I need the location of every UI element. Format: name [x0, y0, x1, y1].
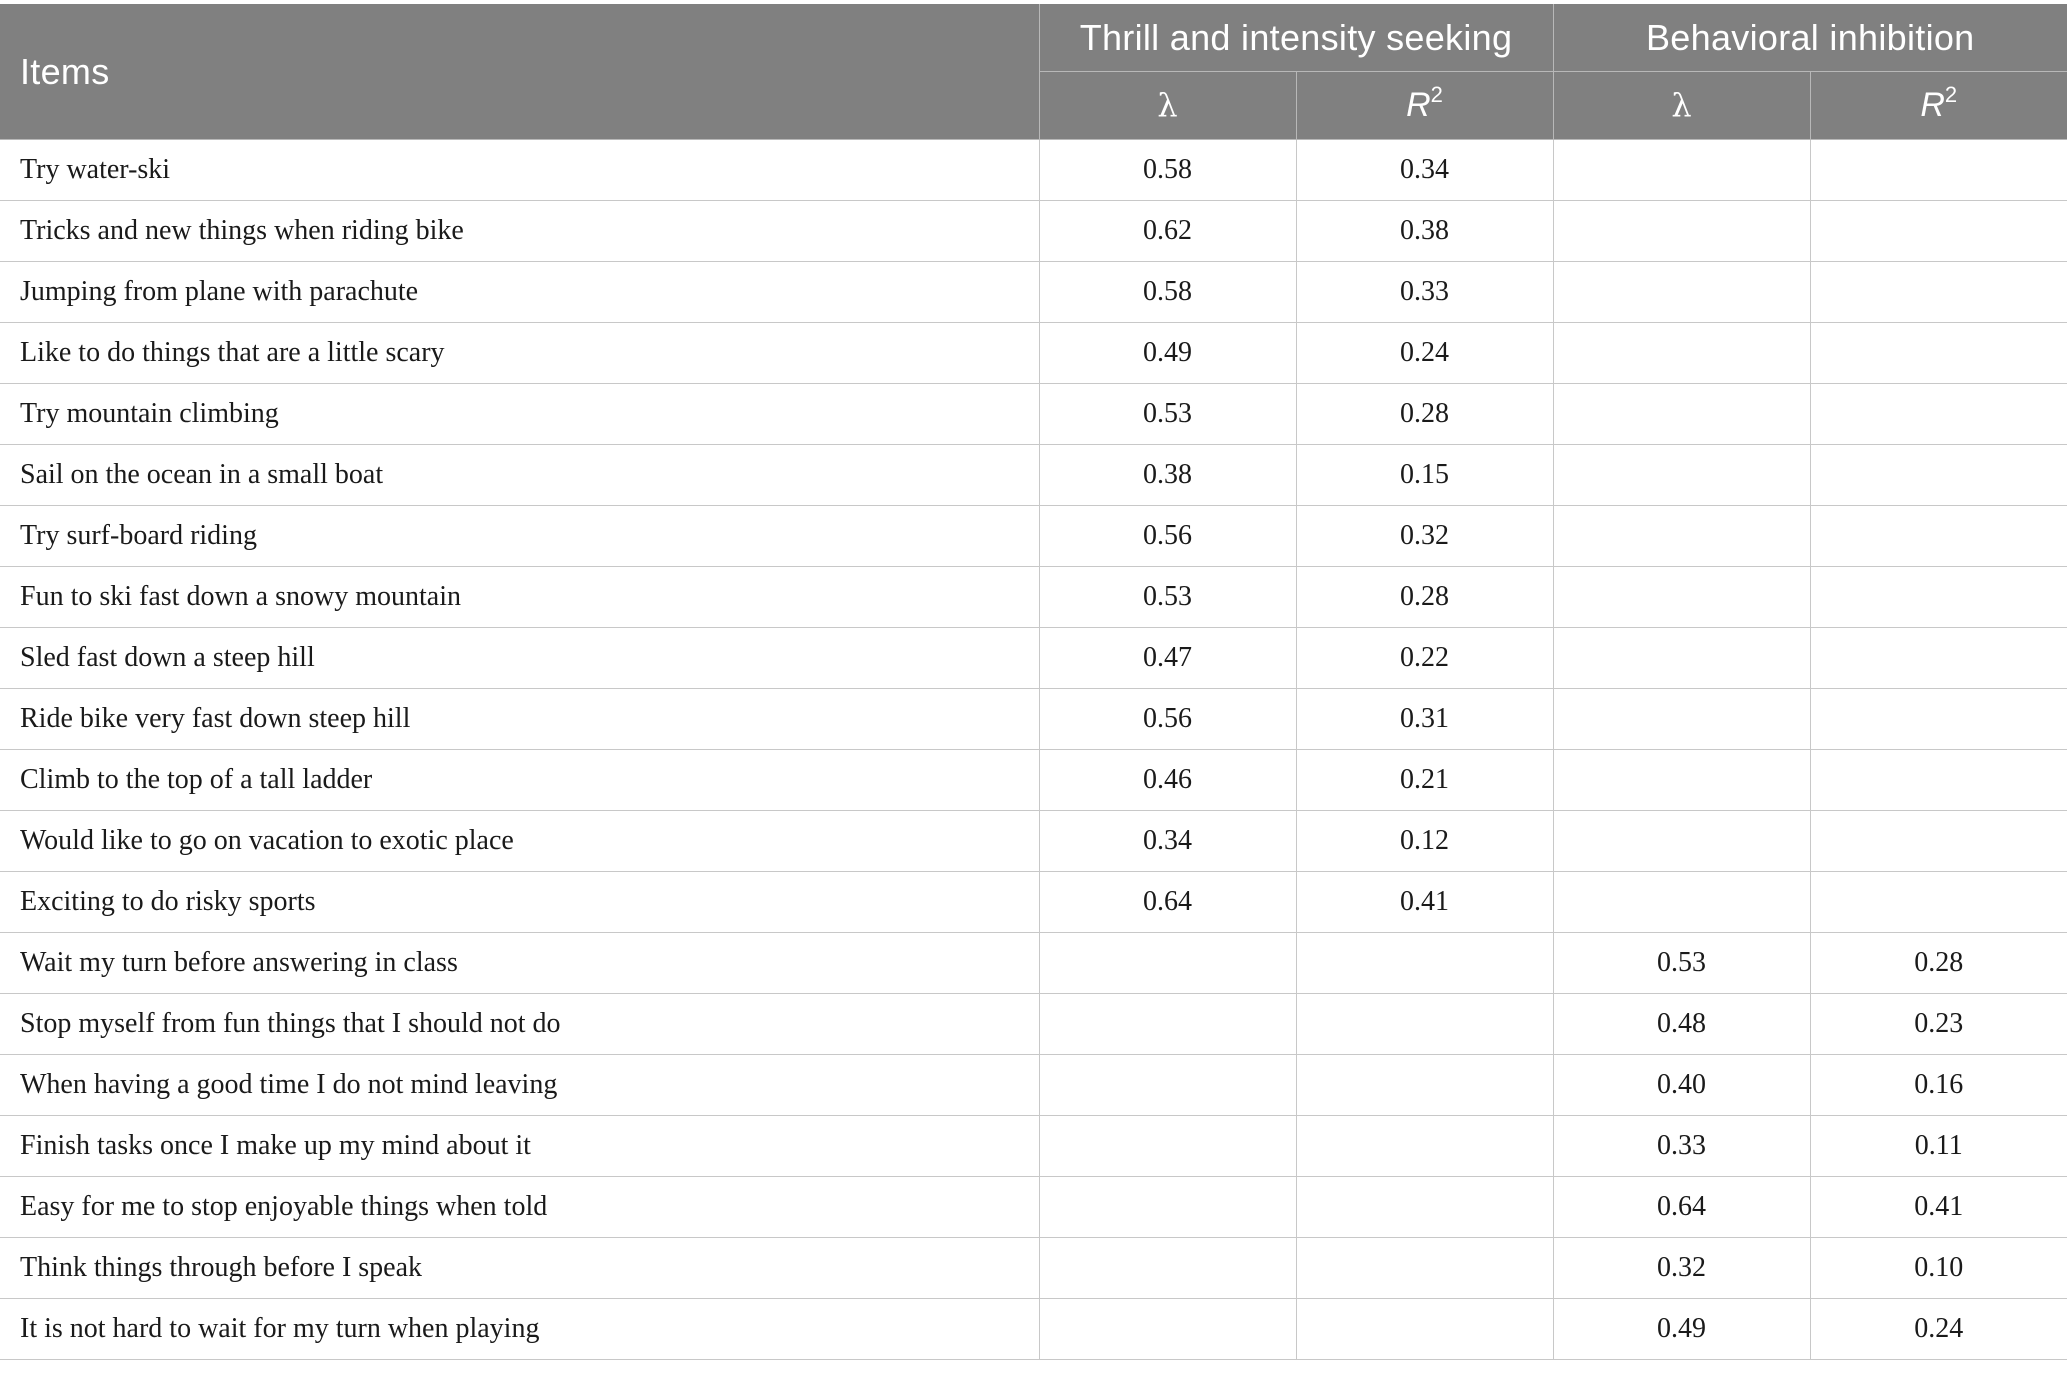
bi-lambda-cell	[1553, 811, 1810, 872]
table-row	[0, 689, 2067, 750]
tis-lambda-cell: 0.49	[1039, 323, 1296, 384]
tis-lambda-cell: 0.34	[1039, 811, 1296, 872]
tis-lambda-cell: 0.56	[1039, 689, 1296, 750]
table-row	[0, 1116, 2067, 1177]
bi-lambda-cell: 0.53	[1553, 933, 1810, 994]
bi-lambda-cell: 0.33	[1553, 1116, 1810, 1177]
tis-lambda-header	[1039, 72, 1296, 140]
table-row	[0, 872, 2067, 933]
item-cell: Jumping from plane with parachute	[0, 262, 1039, 323]
header-row-groups	[0, 4, 2067, 72]
item-cell: Fun to ski fast down a snowy mountain	[0, 567, 1039, 628]
bi-lambda-cell	[1553, 506, 1810, 567]
bi-lambda-cell	[1553, 384, 1810, 445]
item-cell: Try mountain climbing	[0, 384, 1039, 445]
tis-r2-cell	[1296, 1116, 1553, 1177]
tis-r2-cell: 0.24	[1296, 323, 1553, 384]
loadings-table	[0, 4, 2067, 1360]
tis-r2-cell: 0.22	[1296, 628, 1553, 689]
item-cell: Try surf-board riding	[0, 506, 1039, 567]
tis-lambda-cell: 0.53	[1039, 567, 1296, 628]
tis-r2-cell: 0.32	[1296, 506, 1553, 567]
item-cell: Tricks and new things when riding bike	[0, 201, 1039, 262]
tis-lambda-cell	[1039, 1116, 1296, 1177]
bi-r2-cell: 0.11	[1810, 1116, 2067, 1177]
r2-exponent: 2	[1430, 82, 1443, 107]
tis-lambda-cell: 0.58	[1039, 140, 1296, 201]
r2-symbol: R	[1920, 86, 1945, 124]
item-cell: It is not hard to wait for my turn when playing	[0, 1299, 1039, 1360]
bi-lambda-cell: 0.49	[1553, 1299, 1810, 1360]
item-cell: Think things through before I speak	[0, 1238, 1039, 1299]
lambda-symbol: λ	[1671, 86, 1692, 124]
item-cell: Ride bike very fast down steep hill	[0, 689, 1039, 750]
bi-r2-cell	[1810, 567, 2067, 628]
table-row	[0, 1238, 2067, 1299]
tis-lambda-cell: 0.47	[1039, 628, 1296, 689]
bi-r2-cell	[1810, 872, 2067, 933]
item-cell: Finish tasks once I make up my mind about it	[0, 1116, 1039, 1177]
table-row	[0, 628, 2067, 689]
table-body	[0, 140, 2067, 1360]
bi-lambda-cell	[1553, 567, 1810, 628]
table-row	[0, 323, 2067, 384]
table-row	[0, 750, 2067, 811]
tis-r2-cell: 0.34	[1296, 140, 1553, 201]
table-row	[0, 933, 2067, 994]
tis-r2-cell: 0.38	[1296, 201, 1553, 262]
tis-lambda-cell: 0.62	[1039, 201, 1296, 262]
tis-r2-cell: 0.15	[1296, 445, 1553, 506]
tis-r2-cell: 0.31	[1296, 689, 1553, 750]
item-cell: Sled fast down a steep hill	[0, 628, 1039, 689]
table-row	[0, 140, 2067, 201]
tis-lambda-cell	[1039, 994, 1296, 1055]
thrill-intensity-seeking-header: Thrill and intensity seeking	[1039, 4, 1553, 72]
bi-r2-cell: 0.23	[1810, 994, 2067, 1055]
table-row	[0, 811, 2067, 872]
tis-lambda-cell: 0.38	[1039, 445, 1296, 506]
tis-r2-cell	[1296, 1055, 1553, 1116]
item-cell: When having a good time I do not mind leaving	[0, 1055, 1039, 1116]
tis-r2-cell	[1296, 1238, 1553, 1299]
tis-r2-cell: 0.12	[1296, 811, 1553, 872]
bi-lambda-cell: 0.48	[1553, 994, 1810, 1055]
bi-r2-cell	[1810, 323, 2067, 384]
behavioral-inhibition-header: Behavioral inhibition	[1553, 4, 2067, 72]
table-row	[0, 262, 2067, 323]
tis-lambda-cell	[1039, 1299, 1296, 1360]
item-cell: Try water-ski	[0, 140, 1039, 201]
items-column-header: Items	[0, 4, 1039, 140]
item-cell: Like to do things that are a little scary	[0, 323, 1039, 384]
r2-exponent: 2	[1944, 82, 1958, 107]
bi-lambda-cell	[1553, 262, 1810, 323]
bi-r2-cell	[1810, 628, 2067, 689]
bi-r2-cell	[1810, 750, 2067, 811]
bi-r2-cell	[1810, 262, 2067, 323]
table-row	[0, 384, 2067, 445]
bi-lambda-cell	[1553, 689, 1810, 750]
bi-r2-header	[1810, 72, 2067, 140]
item-cell: Sail on the ocean in a small boat	[0, 445, 1039, 506]
tis-lambda-cell: 0.64	[1039, 872, 1296, 933]
bi-r2-cell: 0.28	[1810, 933, 2067, 994]
table-row	[0, 201, 2067, 262]
tis-lambda-cell	[1039, 1177, 1296, 1238]
bi-r2-cell	[1810, 689, 2067, 750]
bi-r2-cell	[1810, 445, 2067, 506]
tis-lambda-cell	[1039, 1238, 1296, 1299]
table-row	[0, 1299, 2067, 1360]
table-row	[0, 567, 2067, 628]
r2-symbol: R	[1406, 86, 1431, 124]
bi-r2-cell: 0.10	[1810, 1238, 2067, 1299]
table-row	[0, 994, 2067, 1055]
tis-r2-cell	[1296, 994, 1553, 1055]
bi-lambda-cell: 0.64	[1553, 1177, 1810, 1238]
lambda-symbol: λ	[1157, 86, 1178, 124]
tis-lambda-cell: 0.53	[1039, 384, 1296, 445]
tis-lambda-cell: 0.56	[1039, 506, 1296, 567]
bi-r2-cell	[1810, 506, 2067, 567]
bi-lambda-cell	[1553, 750, 1810, 811]
table-row	[0, 506, 2067, 567]
item-cell: Climb to the top of a tall ladder	[0, 750, 1039, 811]
item-cell: Stop myself from fun things that I should not do	[0, 994, 1039, 1055]
bi-lambda-cell	[1553, 872, 1810, 933]
tis-lambda-cell: 0.46	[1039, 750, 1296, 811]
bi-r2-cell: 0.41	[1810, 1177, 2067, 1238]
bi-lambda-cell	[1553, 445, 1810, 506]
item-cell: Exciting to do risky sports	[0, 872, 1039, 933]
tis-r2-cell: 0.28	[1296, 384, 1553, 445]
bi-r2-cell	[1810, 384, 2067, 445]
item-cell: Easy for me to stop enjoyable things when told	[0, 1177, 1039, 1238]
bi-r2-cell	[1810, 201, 2067, 262]
bi-r2-cell: 0.24	[1810, 1299, 2067, 1360]
bi-lambda-cell	[1553, 628, 1810, 689]
tis-lambda-cell	[1039, 933, 1296, 994]
bi-lambda-header	[1553, 72, 1810, 140]
bi-lambda-cell: 0.32	[1553, 1238, 1810, 1299]
tis-lambda-cell	[1039, 1055, 1296, 1116]
item-cell: Would like to go on vacation to exotic place	[0, 811, 1039, 872]
tis-r2-cell: 0.21	[1296, 750, 1553, 811]
tis-r2-cell: 0.41	[1296, 872, 1553, 933]
tis-r2-cell: 0.28	[1296, 567, 1553, 628]
table-row	[0, 1177, 2067, 1238]
table-row	[0, 445, 2067, 506]
table-row	[0, 1055, 2067, 1116]
tis-lambda-cell: 0.58	[1039, 262, 1296, 323]
tis-r2-cell	[1296, 1177, 1553, 1238]
item-cell: Wait my turn before answering in class	[0, 933, 1039, 994]
table-header	[0, 4, 2067, 140]
bi-r2-cell: 0.16	[1810, 1055, 2067, 1116]
tis-r2-cell	[1296, 1299, 1553, 1360]
bi-r2-cell	[1810, 811, 2067, 872]
tis-r2-header	[1296, 72, 1553, 140]
bi-lambda-cell	[1553, 140, 1810, 201]
bi-lambda-cell	[1553, 201, 1810, 262]
tis-r2-cell: 0.33	[1296, 262, 1553, 323]
tis-r2-cell	[1296, 933, 1553, 994]
bi-lambda-cell: 0.40	[1553, 1055, 1810, 1116]
loadings-table-container	[0, 4, 2067, 1360]
bi-lambda-cell	[1553, 323, 1810, 384]
bi-r2-cell	[1810, 140, 2067, 201]
